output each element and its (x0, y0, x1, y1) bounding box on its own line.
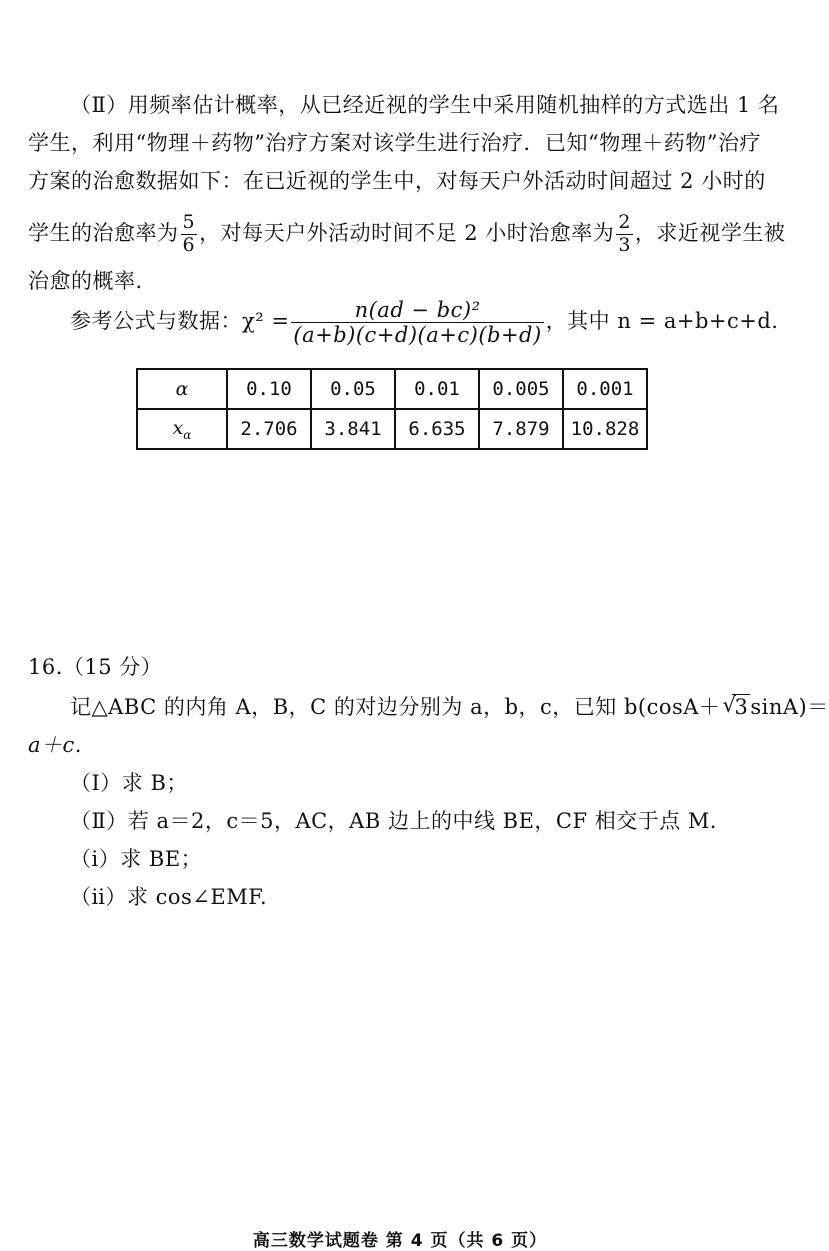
fraction-two-thirds (616, 212, 633, 257)
table-header-alpha: α (137, 369, 227, 409)
chi-square-denominator: (a+b)(c+d)(a+c)(b+d) (293, 323, 542, 348)
question-16-part2: （Ⅱ）若 a＝2，c＝5，AC，AB 边上的中线 BE，CF 相交于点 M． (70, 809, 732, 833)
frac2-numerator: 2 (618, 211, 631, 233)
chi-square-fraction (291, 298, 543, 347)
question-16-part2-ii: （ⅱ）求 cos∠EMF. (70, 885, 268, 909)
part2-line4 (28, 211, 786, 257)
chi-square-numerator: n(ad − bc)² (354, 298, 481, 322)
table-row (137, 409, 647, 449)
table-cell: 2.706 (227, 409, 311, 449)
fraction-five-sixths (181, 212, 198, 257)
part2-line3: 方案的治愈数据如下：在已近视的学生中，对每天户外活动时间超过 2 小时的 (28, 169, 766, 193)
part2-line1: （Ⅱ）用频率估计概率，从已经近视的学生中采用随机抽样的方式选出 1 名 (70, 93, 780, 117)
table-cell: 7.879 (479, 409, 563, 449)
alpha-subscript: α (183, 427, 192, 442)
x-symbol: x (172, 416, 184, 439)
q16-stem-a: 记△ABC 的内角 A，B，C 的对边分别为 a，b，c，已知 b(cosA＋ (70, 695, 721, 719)
page-footer: 高三数学试题卷 第 4 页（共 6 页） (252, 1231, 548, 1251)
reference-formula (70, 298, 779, 348)
part2-line2: 学生，利用“物理＋药物”治疗方案对该学生进行治疗．已知“物理＋药物”治疗 (28, 131, 761, 155)
part2-line4-a: 学生的治愈率为 (28, 220, 179, 245)
table-cell: 0.01 (395, 369, 479, 409)
table-cell: 0.10 (227, 369, 311, 409)
table-cell: 3.841 (311, 409, 395, 449)
question-16-part2-i: （ⅰ）求 BE； (70, 847, 203, 871)
question-16-title: 16.（15 分） (28, 655, 163, 679)
question-16-stem (70, 690, 829, 724)
table-row (137, 369, 647, 409)
reference-label: 参考公式与数据：χ² = (70, 309, 290, 334)
critical-value-table (136, 368, 648, 450)
frac1-numerator: 5 (182, 211, 196, 233)
reference-suffix: ，其中 n = a+b+c+d. (545, 309, 779, 334)
table-cell: 0.05 (311, 369, 395, 409)
table-cell: 0.001 (563, 369, 647, 409)
table-cell: 0.005 (479, 369, 563, 409)
part2-line4-b: ，对每天户外活动时间不足 2 小时治愈率为 (199, 220, 615, 245)
radical-sign: √ (722, 693, 737, 717)
table-header-x-alpha (137, 409, 227, 449)
part2-line4-c: ，求近视学生被 (634, 220, 786, 245)
sqrt-three (722, 690, 750, 724)
part2-line5: 治愈的概率． (28, 269, 157, 293)
table-cell: 10.828 (563, 409, 647, 449)
q16-stem-b: sinA)＝ (750, 695, 829, 719)
frac1-denominator: 6 (182, 233, 196, 256)
table-cell: 6.635 (395, 409, 479, 449)
question-16-part1: （Ⅰ）求 B； (70, 771, 188, 795)
sqrt-value: 3 (734, 695, 749, 719)
question-16-stem-cont: a＋c. (28, 733, 82, 757)
frac2-denominator: 3 (618, 233, 631, 256)
